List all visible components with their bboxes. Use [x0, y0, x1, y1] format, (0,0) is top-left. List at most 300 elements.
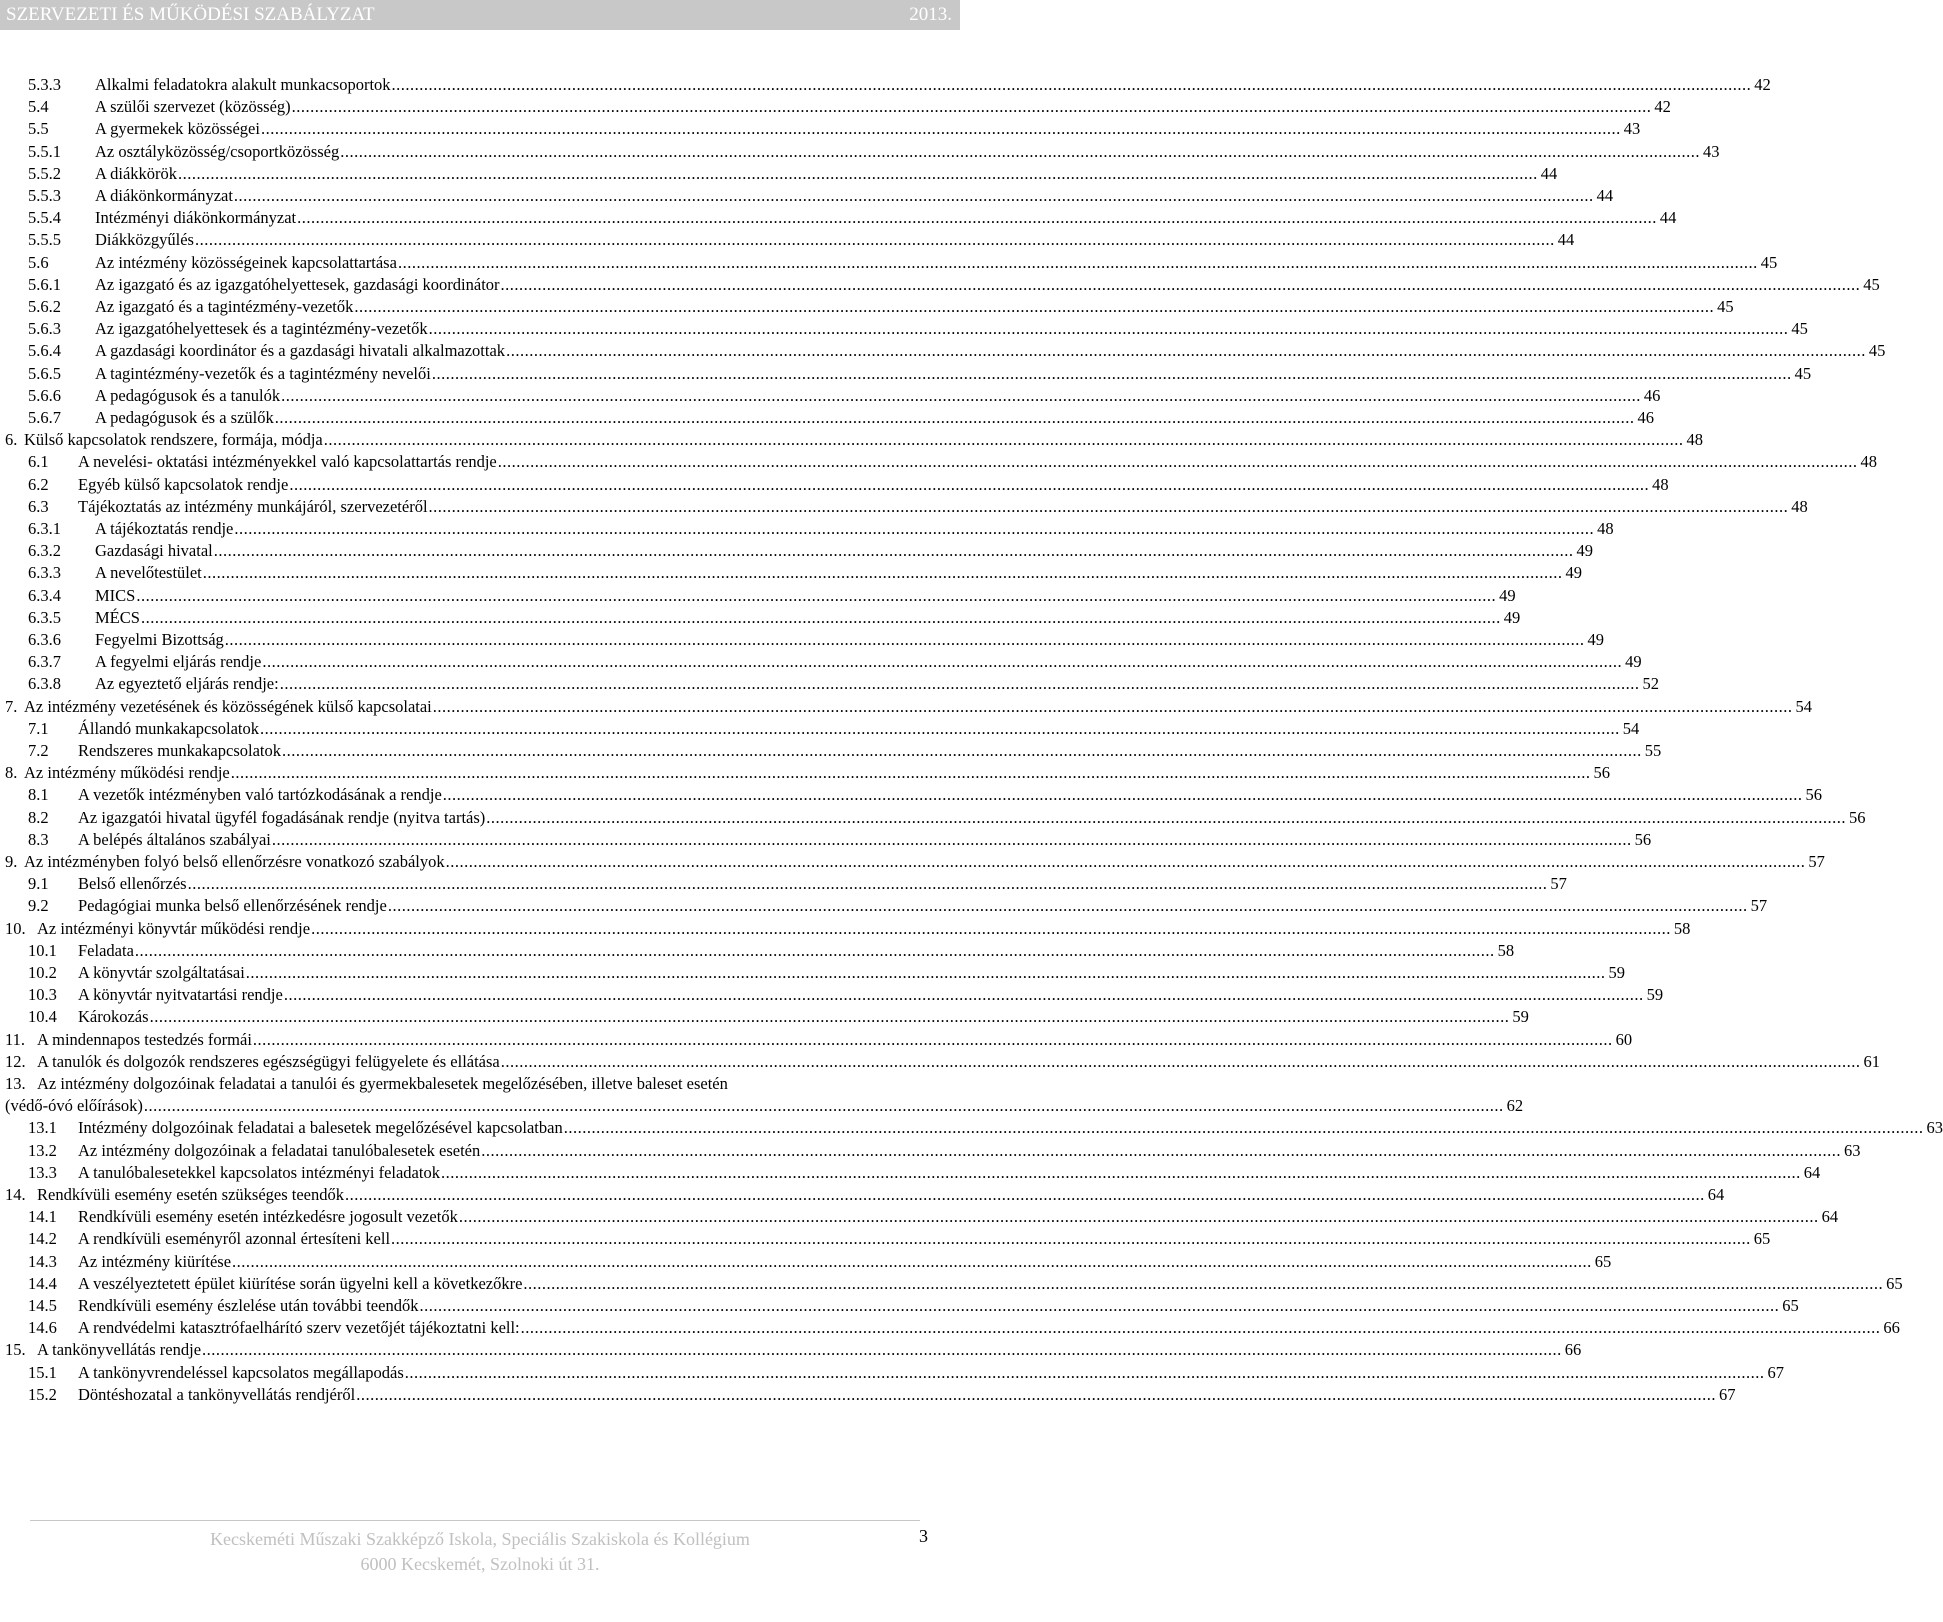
toc-entry-page: 46	[1637, 408, 1654, 427]
toc-entry-page: 57	[1750, 896, 1768, 916]
toc-dot-leader	[564, 1117, 1924, 1139]
toc-dot-leader	[446, 851, 1806, 873]
toc-dot-leader	[135, 940, 1495, 962]
toc-entry[interactable]	[0, 1384, 1736, 1406]
toc-entry-page: 45	[1791, 319, 1808, 339]
toc-entry-title: A mindennapos testedzés formái	[37, 1029, 252, 1049]
toc-entry[interactable]	[0, 1006, 1529, 1028]
toc-entry-page: 57	[1550, 874, 1567, 894]
toc-entry[interactable]	[0, 873, 1567, 895]
toc-dot-leader	[311, 918, 1671, 940]
toc-dot-leader	[429, 496, 1789, 518]
toc-dot-leader	[345, 1184, 1705, 1206]
toc-dot-leader	[391, 1228, 1751, 1250]
toc-entry-number: 5.5.4	[28, 208, 61, 228]
toc-entry-number: 5.3.3	[28, 75, 61, 94]
toc-dot-leader	[419, 1295, 1779, 1317]
toc-entry-number: 6.3.6	[28, 630, 61, 649]
toc-entry-title: A gazdasági koordinátor és a gazdasági hivatali alkalmazottak	[95, 341, 506, 361]
toc-entry-page: 44	[1557, 230, 1575, 250]
toc-entry-number: 5.5.2	[28, 163, 61, 183]
toc-entry-page: 49	[1587, 630, 1605, 649]
toc-entry-title: Egyéb külső kapcsolatok rendje	[78, 474, 289, 494]
toc-entry-title: Állandó munkakapcsolatok	[78, 718, 260, 738]
toc-entry-title: A tanulóbalesetekkel kapcsolatos intézményi feladatok	[78, 1162, 440, 1182]
toc-dot-leader	[225, 629, 1585, 651]
toc-entry[interactable]	[0, 718, 1640, 740]
toc-dot-leader	[202, 1339, 1562, 1361]
toc-entry-page: 45	[1717, 297, 1734, 316]
toc-entry[interactable]	[0, 118, 1641, 140]
toc-entry-page: 54	[1622, 718, 1640, 738]
toc-entry-title: Az intézmény dolgozóinak a feladatai tanulóbalesetek esetén	[78, 1140, 481, 1160]
toc-entry-page: 65	[1886, 1273, 1903, 1293]
toc-entry-number: 15.	[5, 1340, 26, 1360]
toc-entry-page: 63	[1926, 1118, 1943, 1138]
toc-entry-number: 14.6	[28, 1318, 57, 1338]
toc-entry[interactable]	[0, 1251, 1612, 1273]
toc-dot-leader	[136, 585, 1496, 607]
toc-entry-number: 14.2	[28, 1229, 57, 1249]
toc-entry-page: 48	[1860, 452, 1878, 472]
toc-entry[interactable]	[0, 1228, 1771, 1250]
toc-entry-page: 64	[1821, 1207, 1839, 1227]
toc-entry-page: 67	[1767, 1362, 1785, 1382]
toc-entry-number: 13.2	[28, 1140, 57, 1160]
toc-entry[interactable]	[0, 651, 1642, 673]
toc-entry[interactable]	[0, 74, 1771, 96]
toc-entry-title: Az intézmény dolgozóinak feladatai a tanulói és gyermekbalesetek megelőzésében, illetve baleset esetén	[37, 1074, 728, 1093]
toc-entry-page: 43	[1623, 119, 1641, 139]
toc-entry[interactable]	[0, 1029, 1633, 1051]
toc-entry[interactable]	[0, 984, 1664, 1006]
toc-entry[interactable]	[0, 740, 1662, 762]
toc-dot-leader	[280, 673, 1640, 695]
toc-entry-number: 15.2	[28, 1384, 57, 1404]
toc-entry-title: A veszélyeztetett épület kiürítése során ügyelni kell a következőkre	[78, 1273, 523, 1293]
toc-entry-number: 5.6.6	[28, 385, 61, 405]
footer-institution: Kecskeméti Műszaki Szakképző Iskola, Speciális Szakiskola és Kollégium	[210, 1529, 750, 1549]
toc-entry-number: 5.6.7	[28, 408, 61, 427]
toc-entry-number: 13.	[5, 1074, 26, 1093]
toc-entry-number: 10.3	[28, 985, 57, 1005]
toc-entry-page: 48	[1597, 519, 1614, 538]
toc-dot-leader	[324, 429, 1684, 451]
toc-entry-title: A könyvtár szolgáltatásai	[78, 963, 245, 982]
toc-entry-number: 9.1	[28, 874, 49, 894]
toc-dot-leader	[141, 607, 1501, 629]
toc-entry[interactable]	[0, 940, 1515, 962]
toc-entry-page: 65	[1782, 1296, 1799, 1315]
page-number: 3	[919, 1526, 928, 1546]
toc-entry-title: Döntéshozatal a tankönyvellátás rendjéről	[78, 1384, 356, 1404]
toc-entry-page: 64	[1707, 1185, 1725, 1204]
toc-dot-leader	[498, 451, 1858, 473]
toc-entry-title: A nevelési- oktatási intézményekkel való kapcsolattartás rendje	[78, 452, 497, 472]
toc-entry-title: Alkalmi feladatokra alakult munkacsoportok	[95, 75, 391, 94]
toc-dot-leader	[272, 829, 1632, 851]
toc-entry-title: A tankönyvrendeléssel kapcsolatos megállapodás	[78, 1362, 404, 1382]
toc-entry-page: 59	[1512, 1007, 1529, 1027]
toc-entry-number: 14.1	[28, 1207, 57, 1227]
toc-entry-number: 12.	[5, 1051, 26, 1071]
toc-entry-number: 7.	[5, 696, 18, 716]
toc-entry-title-continued: (védő-óvó előírások)	[5, 1096, 143, 1115]
toc-entry-title: Rendkívüli esemény észlelése után további teendők	[78, 1296, 419, 1315]
toc-entry-page: 58	[1673, 918, 1691, 938]
toc-entry-title: Gazdasági hivatal	[95, 541, 213, 561]
toc-entry[interactable]	[0, 496, 1808, 518]
toc-entry[interactable]	[0, 1051, 1880, 1073]
toc-entry-page: 56	[1849, 807, 1866, 827]
toc-entry-page: 65	[1594, 1251, 1612, 1271]
toc-dot-leader	[195, 229, 1555, 251]
toc-entry-title: Külső kapcsolatok rendszere, formája, módja	[24, 430, 323, 450]
toc-entry-number: 6.3.4	[28, 585, 61, 605]
toc-dot-leader	[405, 1362, 1765, 1384]
toc-dot-leader	[203, 562, 1563, 584]
toc-entry-page: 57	[1808, 852, 1825, 871]
toc-entry-title: A belépés általános szabályai	[78, 829, 271, 849]
toc-entry[interactable]	[0, 540, 1593, 562]
toc-entry-page: 56	[1634, 829, 1652, 849]
toc-entry-number: 6.3.2	[28, 541, 61, 561]
toc-dot-leader	[501, 274, 1861, 296]
toc-entry-title: A tájékoztatás rendje	[95, 519, 234, 538]
toc-entry-number: 6.3.5	[28, 607, 61, 627]
toc-entry-page: 49	[1576, 541, 1593, 561]
toc-entry-number: 7.2	[28, 741, 49, 760]
toc-entry-page: 44	[1540, 163, 1558, 183]
toc-entry-title: Károkozás	[78, 1007, 149, 1027]
toc-entry[interactable]	[0, 518, 1614, 540]
toc-entry[interactable]	[0, 340, 1886, 362]
toc-entry[interactable]	[0, 673, 1659, 695]
toc-entry-number: 13.1	[28, 1118, 57, 1138]
toc-entry[interactable]	[0, 429, 1703, 451]
toc-entry-number: 5.5.3	[28, 186, 61, 205]
toc-entry-page: 49	[1565, 563, 1583, 583]
toc-entry-title: Az intézményben folyó belső ellenőrzésre vonatkozó szabályok	[24, 852, 445, 871]
toc-entry-title: Rendkívüli esemény esetén szükséges teendők	[37, 1185, 344, 1204]
toc-entry-number: 5.6.5	[28, 363, 61, 383]
toc-entry[interactable]	[0, 1295, 1799, 1317]
toc-entry-page: 54	[1795, 696, 1813, 716]
toc-entry-page: 61	[1863, 1051, 1880, 1071]
toc-dot-leader	[284, 984, 1644, 1006]
toc-entry-title: A tagintézmény-vezetők és a tagintézmény nevelői	[95, 363, 431, 383]
toc-entry-title: Diákközgyűlés	[95, 230, 194, 250]
toc-entry-title: A fegyelmi eljárás rendje	[95, 652, 262, 672]
toc-entry[interactable]	[0, 1117, 1943, 1139]
toc-entry[interactable]	[0, 296, 1734, 318]
toc-entry-number: 6.3	[28, 496, 49, 516]
toc-entry[interactable]	[0, 784, 1823, 806]
toc-entry[interactable]	[0, 1184, 1725, 1206]
toc-entry[interactable]	[0, 829, 1652, 851]
toc-entry-page: 59	[1608, 963, 1626, 982]
toc-entry-page: 45	[1863, 274, 1880, 294]
toc-entry-title: A gyermekek közösségei	[95, 119, 260, 139]
toc-entry-title: MICS	[95, 585, 136, 605]
toc-entry-title: Az intézmény vezetésének és közösségének külső kapcsolatai	[24, 696, 432, 716]
toc-entry-page: 44	[1659, 208, 1677, 228]
toc-entry[interactable]	[0, 962, 1626, 984]
toc-dot-leader	[506, 340, 1866, 362]
toc-entry-title: A pedagógusok és a szülők	[95, 408, 274, 427]
toc-entry-page: 45	[1760, 252, 1778, 272]
toc-dot-leader	[459, 1206, 1819, 1228]
toc-entry[interactable]	[0, 207, 1677, 229]
toc-entry-number: 6.3.7	[28, 652, 61, 672]
toc-entry[interactable]	[0, 562, 1583, 584]
toc-dot-leader	[262, 651, 1622, 673]
header-year: 2013.	[909, 4, 952, 25]
toc-entry-page: 49	[1503, 607, 1521, 627]
toc-dot-leader	[433, 696, 1793, 718]
toc-entry-number: 10.2	[28, 963, 57, 982]
toc-entry-number: 14.5	[28, 1296, 57, 1315]
toc-entry[interactable]	[0, 762, 1610, 784]
toc-dot-leader	[253, 1029, 1613, 1051]
toc-entry-title: A szülői szervezet (közösség)	[95, 97, 291, 117]
toc-entry-number: 6.2	[28, 474, 49, 494]
toc-entry-number: 6.3.3	[28, 563, 61, 583]
toc-entry[interactable]	[0, 252, 1778, 274]
toc-entry[interactable]	[0, 229, 1575, 251]
toc-entry[interactable]	[0, 451, 1878, 473]
toc-entry-page: 59	[1646, 985, 1664, 1005]
toc-entry[interactable]	[0, 141, 1720, 163]
toc-entry-page: 60	[1615, 1029, 1633, 1049]
toc-entry-number: 5.6	[28, 252, 49, 272]
toc-entry-title: A rendvédelmi katasztrófaelhárító szerv vezetőjét tájékoztatni kell:	[78, 1318, 520, 1338]
toc-entry[interactable]	[0, 96, 1671, 118]
toc-entry[interactable]	[0, 1273, 1903, 1295]
toc-entry-title: Intézmény dolgozóinak feladatai a balesetek megelőzésével kapcsolatban	[78, 1118, 563, 1138]
toc-entry-title: MÉCS	[95, 607, 140, 627]
toc-entry-title: Pedagógiai munka belső ellenőrzésének rendje	[78, 896, 387, 916]
toc-entry-page: 42	[1754, 75, 1771, 94]
toc-entry-page: 42	[1654, 97, 1671, 117]
toc-entry-number: 6.3.8	[28, 674, 61, 694]
toc-entry-title: Feladata	[78, 940, 134, 960]
toc-entry-title: Az igazgatóhelyettesek és a tagintézmény-vezetők	[95, 319, 428, 339]
toc-dot-leader	[281, 385, 1641, 407]
toc-entry-title: A rendkívüli eseményről azonnal értesíteni kell	[78, 1229, 391, 1249]
toc-entry-title: Az intézmény működési rendje	[24, 763, 230, 783]
toc-entry-title: Az egyeztető eljárás rendje:	[95, 674, 279, 694]
toc-entry[interactable]	[0, 1317, 1900, 1339]
toc-entry[interactable]	[0, 185, 1614, 207]
toc-entry[interactable]	[0, 407, 1654, 429]
toc-entry[interactable]	[0, 1073, 1524, 1117]
toc-dot-leader	[523, 1273, 1883, 1295]
toc-dot-leader	[354, 296, 1714, 318]
page-header	[0, 0, 960, 30]
toc-entry-page: 56	[1805, 785, 1823, 805]
toc-entry[interactable]	[0, 607, 1521, 629]
toc-entry-number: 9.	[5, 852, 18, 871]
page-footer	[0, 1527, 960, 1577]
toc-entry-page: 45	[1868, 341, 1886, 361]
toc-entry-page: 46	[1643, 385, 1661, 405]
toc-entry-number: 5.5.5	[28, 230, 61, 250]
toc-entry-title: Az igazgatói hivatal ügyfél fogadásának rendje (nyitva tartás)	[78, 807, 486, 827]
toc-entry[interactable]	[0, 585, 1516, 607]
toc-entry-number: 8.1	[28, 785, 49, 805]
toc-entry[interactable]	[0, 1206, 1839, 1228]
toc-entry-title: Intézményi diákönkormányzat	[95, 208, 297, 228]
toc-dot-leader	[232, 1251, 1592, 1273]
toc-dot-leader	[275, 407, 1635, 429]
toc-entry-page: 56	[1593, 763, 1610, 783]
toc-entry[interactable]	[0, 895, 1768, 917]
toc-entry-number: 5.5.1	[28, 141, 61, 161]
toc-entry[interactable]	[0, 918, 1691, 940]
toc-entry-title: A könyvtár nyitvatartási rendje	[78, 985, 283, 1005]
toc-entry-page: 43	[1703, 141, 1720, 161]
toc-entry-title: A nevelőtestület	[95, 563, 202, 583]
toc-entry[interactable]	[0, 629, 1605, 651]
toc-dot-leader	[246, 962, 1606, 984]
toc-entry-page: 65	[1753, 1229, 1771, 1249]
toc-dot-leader	[388, 895, 1748, 917]
toc-entry[interactable]	[0, 1339, 1582, 1361]
toc-dot-leader	[521, 1317, 1881, 1339]
toc-entry-number: 5.6.3	[28, 319, 61, 339]
toc-dot-leader	[340, 141, 1700, 163]
toc-entry-number: 9.2	[28, 896, 49, 916]
toc-entry-number: 5.6.2	[28, 297, 61, 316]
toc-entry-number: 5.6.1	[28, 274, 61, 294]
toc-entry-page: 66	[1564, 1340, 1582, 1360]
toc-entry[interactable]	[0, 474, 1669, 496]
toc-entry-page: 49	[1625, 652, 1642, 672]
toc-entry-title: Rendkívüli esemény esetén intézkedésre jogosult vezetők	[78, 1207, 458, 1227]
toc-entry-number: 7.1	[28, 718, 49, 738]
toc-entry-page: 58	[1497, 940, 1515, 960]
toc-entry-title: Az igazgató és a tagintézmény-vezetők	[95, 297, 354, 316]
toc-entry-title: Rendszeres munkakapcsolatok	[78, 741, 281, 760]
toc-entry-number: 14.	[5, 1185, 26, 1204]
toc-entry-number: 5.4	[28, 97, 49, 117]
toc-entry-page: 62	[1506, 1096, 1524, 1115]
toc-dot-leader	[398, 252, 1758, 274]
toc-entry-number: 6.3.1	[28, 519, 61, 538]
toc-entry[interactable]	[0, 851, 1825, 873]
toc-entry[interactable]	[0, 385, 1661, 407]
toc-entry-number: 5.5	[28, 119, 49, 139]
toc-dot-leader	[178, 163, 1538, 185]
toc-entry-title: A pedagógusok és a tanulók	[95, 385, 281, 405]
toc-dot-leader	[234, 185, 1594, 207]
toc-dot-leader	[150, 1006, 1510, 1028]
toc-entry-page: 55	[1644, 741, 1662, 760]
toc-entry[interactable]	[0, 318, 1808, 340]
toc-dot-leader	[481, 1140, 1841, 1162]
toc-entry-title: Tájékoztatás az intézmény munkájáról, szervezetéről	[78, 496, 428, 516]
toc-dot-leader	[297, 207, 1657, 229]
toc-entry-title: Az igazgató és az igazgatóhelyettesek, gazdasági koordinátor	[95, 274, 500, 294]
toc-entry-title: Az intézmény közösségeinek kapcsolattartása	[95, 252, 397, 272]
toc-dot-leader	[188, 873, 1548, 895]
toc-dot-leader	[234, 518, 1594, 540]
toc-dot-leader	[214, 540, 1574, 562]
toc-entry[interactable]	[0, 274, 1880, 296]
toc-dot-leader	[443, 784, 1803, 806]
toc-entry[interactable]	[0, 163, 1558, 185]
toc-entry-page: 52	[1642, 674, 1659, 694]
footer-address: 6000 Kecskemét, Szolnoki út 31.	[360, 1554, 600, 1574]
toc-entry-number: 8.2	[28, 807, 49, 827]
toc-entry-title: Az intézmény kiürítése	[78, 1251, 232, 1271]
toc-dot-leader	[261, 118, 1621, 140]
toc-dot-leader	[144, 1095, 1504, 1117]
toc-entry-title: A diákkörök	[95, 163, 178, 183]
toc-entry-title: Belső ellenőrzés	[78, 874, 187, 894]
footer-divider	[30, 1520, 920, 1521]
toc-dot-leader	[231, 762, 1591, 784]
toc-entry-number: 13.3	[28, 1162, 57, 1182]
toc-entry-number: 10.1	[28, 940, 57, 960]
toc-dot-leader	[432, 363, 1792, 385]
toc-dot-leader	[501, 1051, 1861, 1073]
header-title: SZERVEZETI ÉS MŰKÖDÉSI SZABÁLYZAT	[6, 4, 375, 25]
toc-entry-number: 10.4	[28, 1007, 57, 1027]
toc-entry-title: A tankönyvellátás rendje	[37, 1340, 202, 1360]
toc-dot-leader	[356, 1384, 1716, 1406]
toc-entry-page: 64	[1803, 1162, 1821, 1182]
toc-dot-leader	[292, 96, 1652, 118]
toc-entry-page: 66	[1883, 1318, 1900, 1338]
toc-dot-leader	[260, 718, 1620, 740]
toc-entry-title: Fegyelmi Bizottság	[95, 630, 224, 649]
toc-entry[interactable]	[0, 1162, 1821, 1184]
toc-entry-page: 67	[1718, 1384, 1736, 1404]
toc-entry-number: 15.1	[28, 1362, 57, 1382]
toc-dot-leader	[429, 318, 1789, 340]
toc-entry-title: A vezetők intézményben való tartózkodásának a rendje	[78, 785, 442, 805]
toc-entry[interactable]	[0, 696, 1813, 718]
toc-entry-page: 45	[1794, 363, 1812, 383]
toc-dot-leader	[289, 474, 1649, 496]
toc-entry[interactable]	[0, 363, 1812, 385]
toc-entry-number: 14.4	[28, 1273, 57, 1293]
toc-dot-leader	[392, 74, 1752, 96]
toc-entry-page: 63	[1844, 1140, 1861, 1160]
toc-entry-number: 6.1	[28, 452, 49, 472]
toc-dot-leader	[486, 807, 1846, 829]
toc-entry-number: 8.	[5, 763, 18, 783]
toc-entry-title: A diákönkormányzat	[95, 186, 233, 205]
toc-entry-title: Az intézményi könyvtár működési rendje	[37, 918, 311, 938]
toc-entry[interactable]	[0, 807, 1866, 829]
toc-entry-page: 49	[1499, 585, 1516, 605]
toc-entry-number: 11.	[5, 1029, 26, 1049]
toc-entry[interactable]	[0, 1362, 1785, 1384]
toc-entry-number: 10.	[5, 918, 26, 938]
toc-entry-page: 44	[1596, 186, 1614, 205]
toc-entry-page: 48	[1652, 474, 1669, 494]
toc-dot-leader	[282, 740, 1642, 762]
toc-entry[interactable]	[0, 1140, 1861, 1162]
toc-entry-number: 5.6.4	[28, 341, 61, 361]
toc-entry-title: A tanulók és dolgozók rendszeres egészségügyi felügyelete és ellátása	[37, 1051, 500, 1071]
toc-entry-number: 14.3	[28, 1251, 57, 1271]
toc-dot-leader	[441, 1162, 1801, 1184]
toc-entry-number: 6.	[5, 430, 18, 450]
